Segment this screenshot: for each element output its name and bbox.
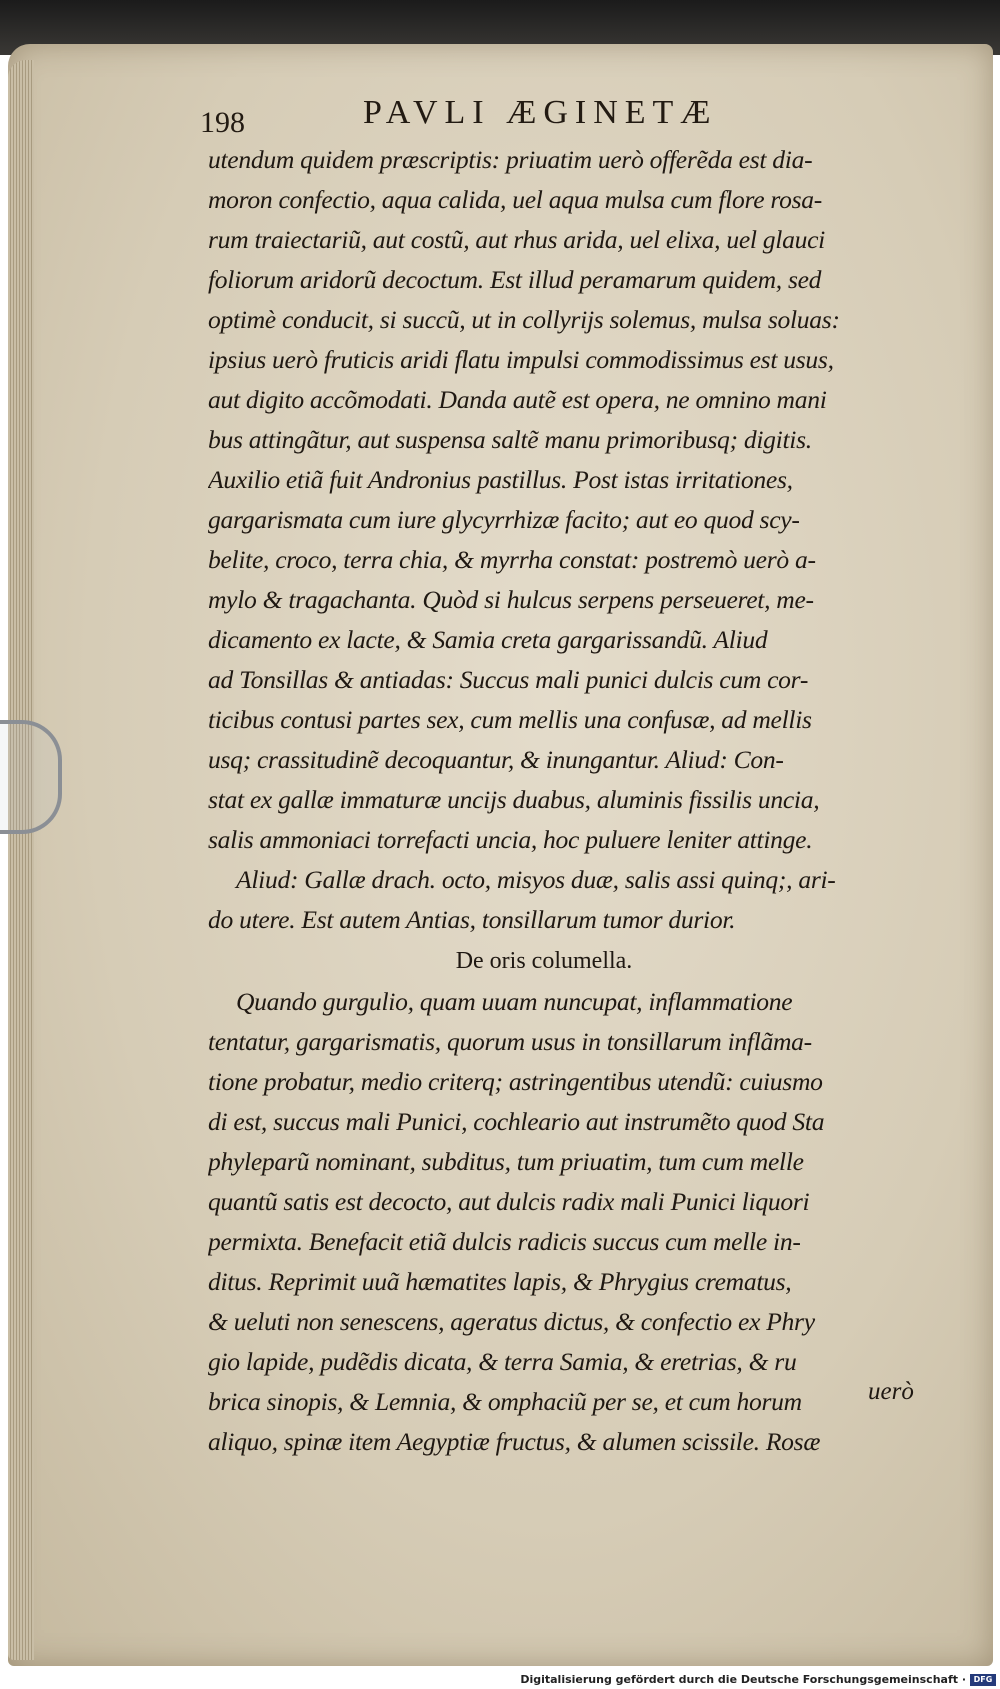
text-line: salis ammoniaci torrefacti uncia, hoc puluere leniter attinge. <box>208 825 813 854</box>
text-line: di est, succus mali Punici, cochleario aut instrumẽto quod Sta <box>208 1107 825 1136</box>
text-line: tentatur, gargarismatis, quorum usus in tonsillarum inflãma- <box>208 1027 812 1056</box>
page-edges <box>8 60 34 1660</box>
text-line: moron confectio, aqua calida, uel aqua mulsa cum flore rosa- <box>208 185 822 214</box>
catchword: uerò <box>868 1378 914 1405</box>
running-head <box>200 92 760 138</box>
text-line: brica sinopis, & Lemnia, & omphaciũ per se, et cum horum <box>208 1387 802 1416</box>
text-line: permixta. Benefacit etiã dulcis radicis succus cum melle in- <box>208 1227 801 1256</box>
text-line: quantũ satis est decocto, aut dulcis radix mali Punici liquori <box>208 1187 810 1216</box>
text-line: Auxilio etiã fuit Andronius pastillus. Post istas irritationes, <box>208 465 793 494</box>
text-line: do utere. Est autem Antias, tonsillarum tumor durior. <box>208 905 736 934</box>
text-line: bus attingãtur, aut suspensa saltẽ manu primoribusq; digitis. <box>208 425 812 454</box>
text-line: gio lapide, pudẽdis dicata, & terra Samia, & eretrias, & ru <box>208 1347 797 1376</box>
text-line: ditus. Reprimit uuã hæmatites lapis, & Phrygius crematus, <box>208 1267 792 1296</box>
text-line: ticibus contusi partes sex, cum mellis una confusæ, ad mellis <box>208 705 812 734</box>
text-line: tione probatur, medio criterq; astringentibus utendũ: cuiusmo <box>208 1067 823 1096</box>
text-line: optimè conducit, si succũ, ut in collyrijs solemus, mulsa soluas: <box>208 305 840 334</box>
text-line: mylo & tragachanta. Quòd si hulcus serpens perseueret, me- <box>208 585 814 614</box>
text-line: dicamento ex lacte, & Samia creta gargarissandũ. Aliud <box>208 625 768 654</box>
text-line: stat ex gallæ immaturæ uncijs duabus, aluminis fissilis uncia, <box>208 785 820 814</box>
text-line: utendum quidem præscriptis: priuatim uerò offerẽda est dia- <box>208 145 813 174</box>
main-text <box>208 140 920 1462</box>
text-line: usq; crassitudinẽ decoquantur, & inungantur. Aliud: Con- <box>208 745 784 774</box>
text-line: gargarismata cum iure glycyrrhizæ facito; aut eo quod scy- <box>208 505 800 534</box>
book-clasp <box>0 720 62 834</box>
text-line: & ueluti non senescens, ageratus dictus, & confectio ex Phry <box>208 1307 815 1336</box>
text-line: phyleparũ nominant, subditus, tum priuatim, tum cum melle <box>208 1147 804 1176</box>
text-line: aut digito accõmodati. Danda autẽ est opera, ne omnino mani <box>208 385 827 414</box>
footer-credit: Digitalisierung gefördert durch die Deutsche Forschungsgemeinschaft · <box>520 1673 966 1686</box>
page-header-title: PAVLI ÆGINETÆ <box>363 94 718 131</box>
text-line: Quando gurgulio, quam uuam nuncupat, inflammatione <box>236 987 793 1016</box>
dfg-logo: DFG <box>970 1674 996 1686</box>
page-number: 198 <box>200 106 245 139</box>
text-line: ipsius uerò fruticis aridi flatu impulsi commodissimus est usus, <box>208 345 834 374</box>
text-line: rum traiectariũ, aut costũ, aut rhus arida, uel elixa, uel glauci <box>208 225 825 254</box>
text-line: aliquo, spinæ item Aegyptiæ fructus, & alumen scissile. Rosæ <box>208 1427 821 1456</box>
text-line: ad Tonsillas & antiadas: Succus mali punici dulcis cum cor- <box>208 665 809 694</box>
text-line: Aliud: Gallæ drach. octo, misyos duæ, salis assi quinq;, ari- <box>236 865 836 894</box>
text-line: belite, croco, terra chia, & myrrha constat: postremò uerò a- <box>208 545 816 574</box>
section-heading: De oris columella. <box>455 948 633 974</box>
footer-bar <box>0 1671 1000 1689</box>
text-line: foliorum aridorũ decoctum. Est illud peramarum quidem, sed <box>208 265 822 294</box>
